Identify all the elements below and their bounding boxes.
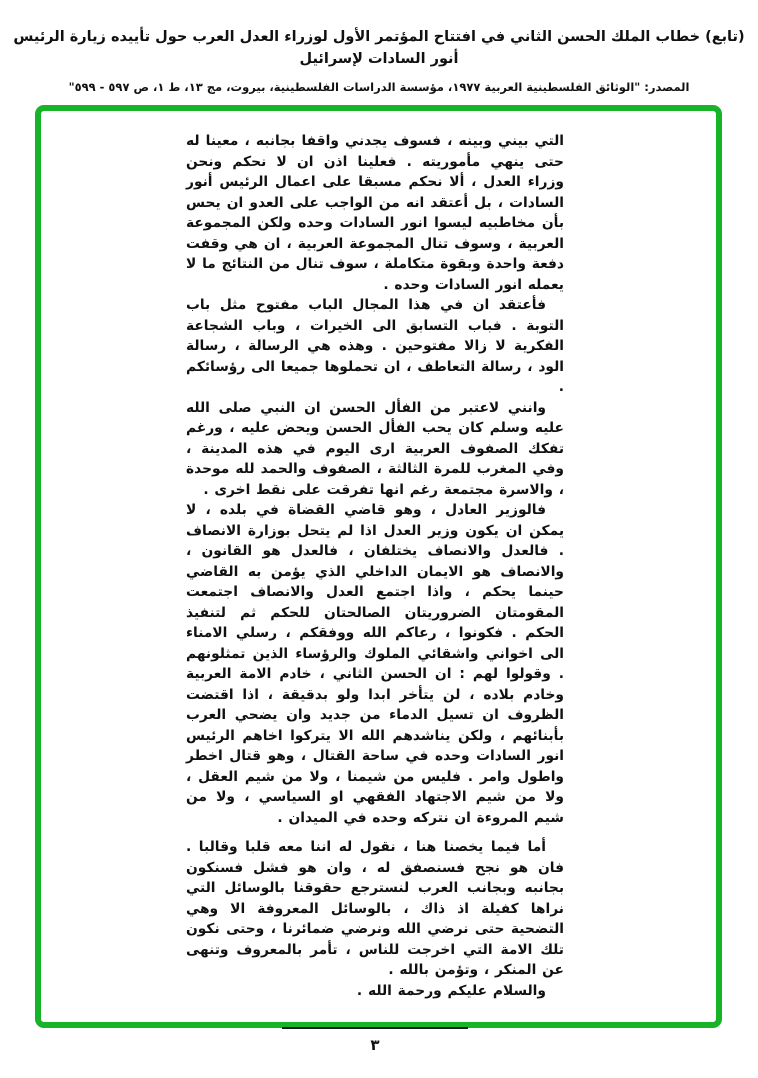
paragraph: وانني لاعتبر من الفأل الحسن ان النبي صلى الله عليه وسلم كان يحب الفأل الحسن ويحض عليه ، ورغم تفكك الصفوف العربية ارى اليوم في هذه المدينة ، وفي المغرب للمرة الثالثة ، الصفوف والحمد لله موحدة ، والاسرة مجتمعة رغم انها تفرقت على نقط اخرى . [186,399,564,498]
paragraph: فأعتقد ان في هذا المجال الباب مفتوح مثل باب التوبة . فباب التسابق الى الخيرات ، وباب الشجاعة الفكرية لا زالا مفتوحين . وهذه هي الرسالة ، رسالة الود ، رسالة التعاطف ، ان تحملوها جميعا الى رؤسائكم . [186,297,564,395]
paragraph: التي بيني وبينه ، فسوف يجدني واقفا بجانبه ، معينا له حتى ينهي مأموريته . فعلينا اذن ان لا نحكم ونحن وزراء العدل ، ألا نحكم مسبقا على اعمال الرئيس أنور السادات ، بل أعتقد انه من الواجب على العدو ان يحس بأن مخاطبيه ليسوا انور السادات وحده ولكن المجموعة العربية ، وسوف تنال المجموعة العربية ، ان هي وقفت دفعة واحدة وبقوة متكاملة ، سوف تنال من النتائج ما لا يعمله انور السادات وحده . [186,133,564,293]
speech-body [186,131,564,1029]
end-of-text-divider [282,1027,468,1029]
paragraph: فالوزير العادل ، وهو قاضي القضاة في بلده ، لا يمكن ان يكون وزير العدل اذا لم يتحل بوزارة الانصاف . فالعدل والانصاف يختلفان ، فالعدل هو القانون ، والانصاف هو الايمان الداخلي الذي يؤمن به القاضي حينما يحكم ، واذا اجتمع العدل والانصاف اجتمعت المقومتان الضروريتان الصالحتان للحكم ثم لتنفيذ الحكم . فكونوا ، رعاكم الله ووفقكم ، رسلي الامناء الى اخواني واشقائي الملوك والرؤساء الذين تمثلونهم . وقولوا لهم : ان الحسن الثاني ، خادم الامة العربية وخادم بلاده ، لن يتأخر ابدا ولو بدقيقة ، اذا اقتضت الظروف ان تسيل الدماء من جديد وان يضحي العرب بأبنائهم ، ولكن يناشدهم الله الا يتركوا اخاهم الرئيس انور السادات وحده في ساحة القتال ، وهو قتال اخطر واطول وامر . فليس من شيمنا ، ولا من شيم العقل ، ولا من شيم الاجتهاد الفقهي او السياسي ، ولا من شيم المروءة ان نتركه وحده في الميدان . [186,502,564,826]
paragraph: والسلام عليكم ورحمة الله . [356,982,546,999]
document-source-citation: المصدر: "الوثائق الفلسطينية العربية ١٩٧٧، مؤسسة الدراسات الفلسطينية، بيروت، مج ١٣، ط ١، ص ٥٩٧ - ٥٩٩" [68,80,690,94]
document-header [12,26,746,95]
document-title: (تابع) خطاب الملك الحسن الثاني في افتتاح المؤتمر الأول لوزراء العدل العرب حول تأييده زيارة الرئيس أنور السادات لإسرائيل [13,29,745,67]
page-number: ٣ [370,1036,380,1054]
paragraph: أما فيما يخصنا هنا ، نقول له اننا معه قلبا وقالبا . فان هو نجح فسنصفق له ، وان هو فشل فسنكون بجانبه وبجانب العرب لنسترجع حقوقنا بالوسائل التي نراها كفيلة اذ ذاك ، بالوسائل المعروفة الا وهي التضحية حتى نرضي الله ونرضي ضمائرنا ، وحتى نكون تلك الامة التي اخرجت للناس ، تأمر بالمعروف وتنهى عن المنكر ، وتؤمن بالله . [186,839,564,978]
